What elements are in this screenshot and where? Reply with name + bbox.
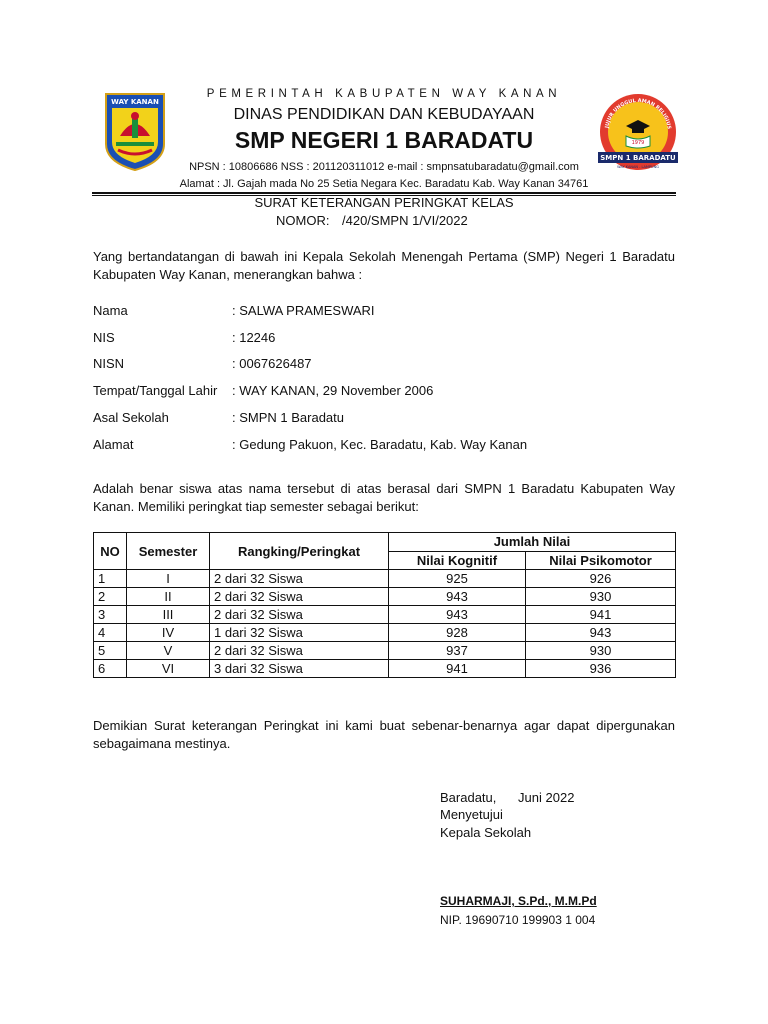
cell-semester: IV: [127, 624, 210, 642]
cell-rank: 1 dari 32 Siswa: [210, 624, 389, 642]
intro-paragraph: Yang bertandatangan di bawah ini Kepala Sekolah Menengah Pertama (SMP) Negeri 1 Baradatu Kabupaten Way Kanan, menerangkan bahwa :: [93, 249, 675, 282]
cell-cognitive: 925: [389, 570, 526, 588]
cell-cognitive: 943: [389, 606, 526, 624]
cell-semester: V: [127, 642, 210, 660]
crest-text: WAY KANAN: [111, 98, 159, 106]
cell-semester: II: [127, 588, 210, 606]
cell-no: 2: [94, 588, 127, 606]
table-row: [94, 624, 676, 642]
document-number: [276, 213, 468, 228]
cell-semester: III: [127, 606, 210, 624]
signature-approval: Menyetujui: [440, 807, 503, 822]
cell-cognitive: 941: [389, 660, 526, 678]
table-row: [94, 642, 676, 660]
table-row: [94, 570, 676, 588]
header-no: NO: [94, 533, 127, 570]
table-row: [94, 588, 676, 606]
cell-no: 3: [94, 606, 127, 624]
table-row: [94, 606, 676, 624]
document-number-value: /420/SMPN 1/VI/2022: [342, 213, 468, 228]
signature-place-date: Baradatu, Juni 2022: [440, 790, 575, 805]
statement-paragraph: Adalah benar siswa atas nama tersebut di atas berasal dari SMPN 1 Baradatu Kabupaten Way Kanan. Memiliki peringkat tiap semester sebagai berikut:: [93, 481, 675, 514]
header-total: Jumlah Nilai: [389, 533, 676, 552]
field-value: : WAY KANAN, 29 November 2006: [232, 383, 434, 398]
field-value: : Gedung Pakuon, Kec. Baradatu, Kab. Way Kanan: [232, 437, 528, 452]
cell-rank: 3 dari 32 Siswa: [210, 660, 389, 678]
ranking-table: [93, 532, 676, 678]
cell-cognitive: 928: [389, 624, 526, 642]
field-value: : SALWA PRAMESWARI: [232, 303, 375, 318]
cell-psychomotor: 936: [526, 660, 676, 678]
department-heading: DINAS PENDIDIKAN DAN KEBUDAYAAN: [233, 106, 535, 123]
signature-position: Kepala Sekolah: [440, 825, 532, 840]
field-label: Asal Sekolah: [93, 410, 169, 425]
field-value: : 0067626487: [232, 356, 312, 371]
cell-cognitive: 937: [389, 642, 526, 660]
logo-sub-text: WAY KANAN - LAMPUNG: [617, 165, 659, 169]
signatory-nip: NIP. 19690710 199903 1 004: [440, 913, 596, 927]
cell-no: 6: [94, 660, 127, 678]
field-label: NIS: [93, 330, 115, 345]
header-psychomotor: Nilai Psikomotor: [526, 551, 676, 570]
logo-banner-text: SMPN 1 BARADATU: [600, 154, 676, 162]
field-label: Nama: [93, 303, 128, 318]
table-row: [94, 660, 676, 678]
field-label: NISN: [93, 356, 125, 371]
signatory-name: SUHARMAJI, S.Pd., M.M.Pd: [440, 894, 597, 908]
cell-psychomotor: 941: [526, 606, 676, 624]
cell-rank: 2 dari 32 Siswa: [210, 570, 389, 588]
logo-ring-text: JUJUR UNGGUL AMAN RELIGIUS: [604, 97, 672, 130]
cell-psychomotor: 930: [526, 588, 676, 606]
document-title: SURAT KETERANGAN PERINGKAT KELAS: [254, 195, 514, 210]
cell-rank: 2 dari 32 Siswa: [210, 606, 389, 624]
cell-semester: I: [127, 570, 210, 588]
letterhead-rule: [92, 192, 676, 194]
cell-rank: 2 dari 32 Siswa: [210, 588, 389, 606]
school-name: SMP NEGERI 1 BARADATU: [234, 127, 534, 153]
logo-year: 1979: [631, 140, 645, 146]
field-label: Alamat: [93, 437, 134, 452]
field-value: : SMPN 1 Baradatu: [232, 410, 344, 425]
cell-no: 5: [94, 642, 127, 660]
government-heading: PEMERINTAH KABUPATEN WAY KANAN: [206, 88, 562, 100]
header-semester: Semester: [127, 533, 210, 570]
cell-no: 1: [94, 570, 127, 588]
school-address: Alamat : Jl. Gajah mada No 25 Setia Negara Kec. Baradatu Kab. Way Kanan 34761: [179, 178, 589, 190]
field-label: Tempat/Tanggal Lahir: [93, 383, 218, 398]
cell-rank: 2 dari 32 Siswa: [210, 642, 389, 660]
header-rank: Rangking/Peringkat: [210, 533, 389, 570]
cell-semester: VI: [127, 660, 210, 678]
document-number-label: NOMOR:: [276, 213, 330, 228]
field-value: : 12246: [232, 330, 276, 345]
cell-no: 4: [94, 624, 127, 642]
cell-psychomotor: 930: [526, 642, 676, 660]
cell-psychomotor: 926: [526, 570, 676, 588]
closing-paragraph: Demikian Surat keterangan Peringkat ini kami buat sebenar-benarnya agar dapat dipergunakan sebagaimana mestinya.: [93, 718, 675, 751]
cell-cognitive: 943: [389, 588, 526, 606]
header-cognitive: Nilai Kognitif: [389, 551, 526, 570]
cell-psychomotor: 943: [526, 624, 676, 642]
school-identifiers: NPSN : 10806686 NSS : 201120311012 e-mail : smpnsatubaradatu@gmail.com: [189, 161, 579, 173]
